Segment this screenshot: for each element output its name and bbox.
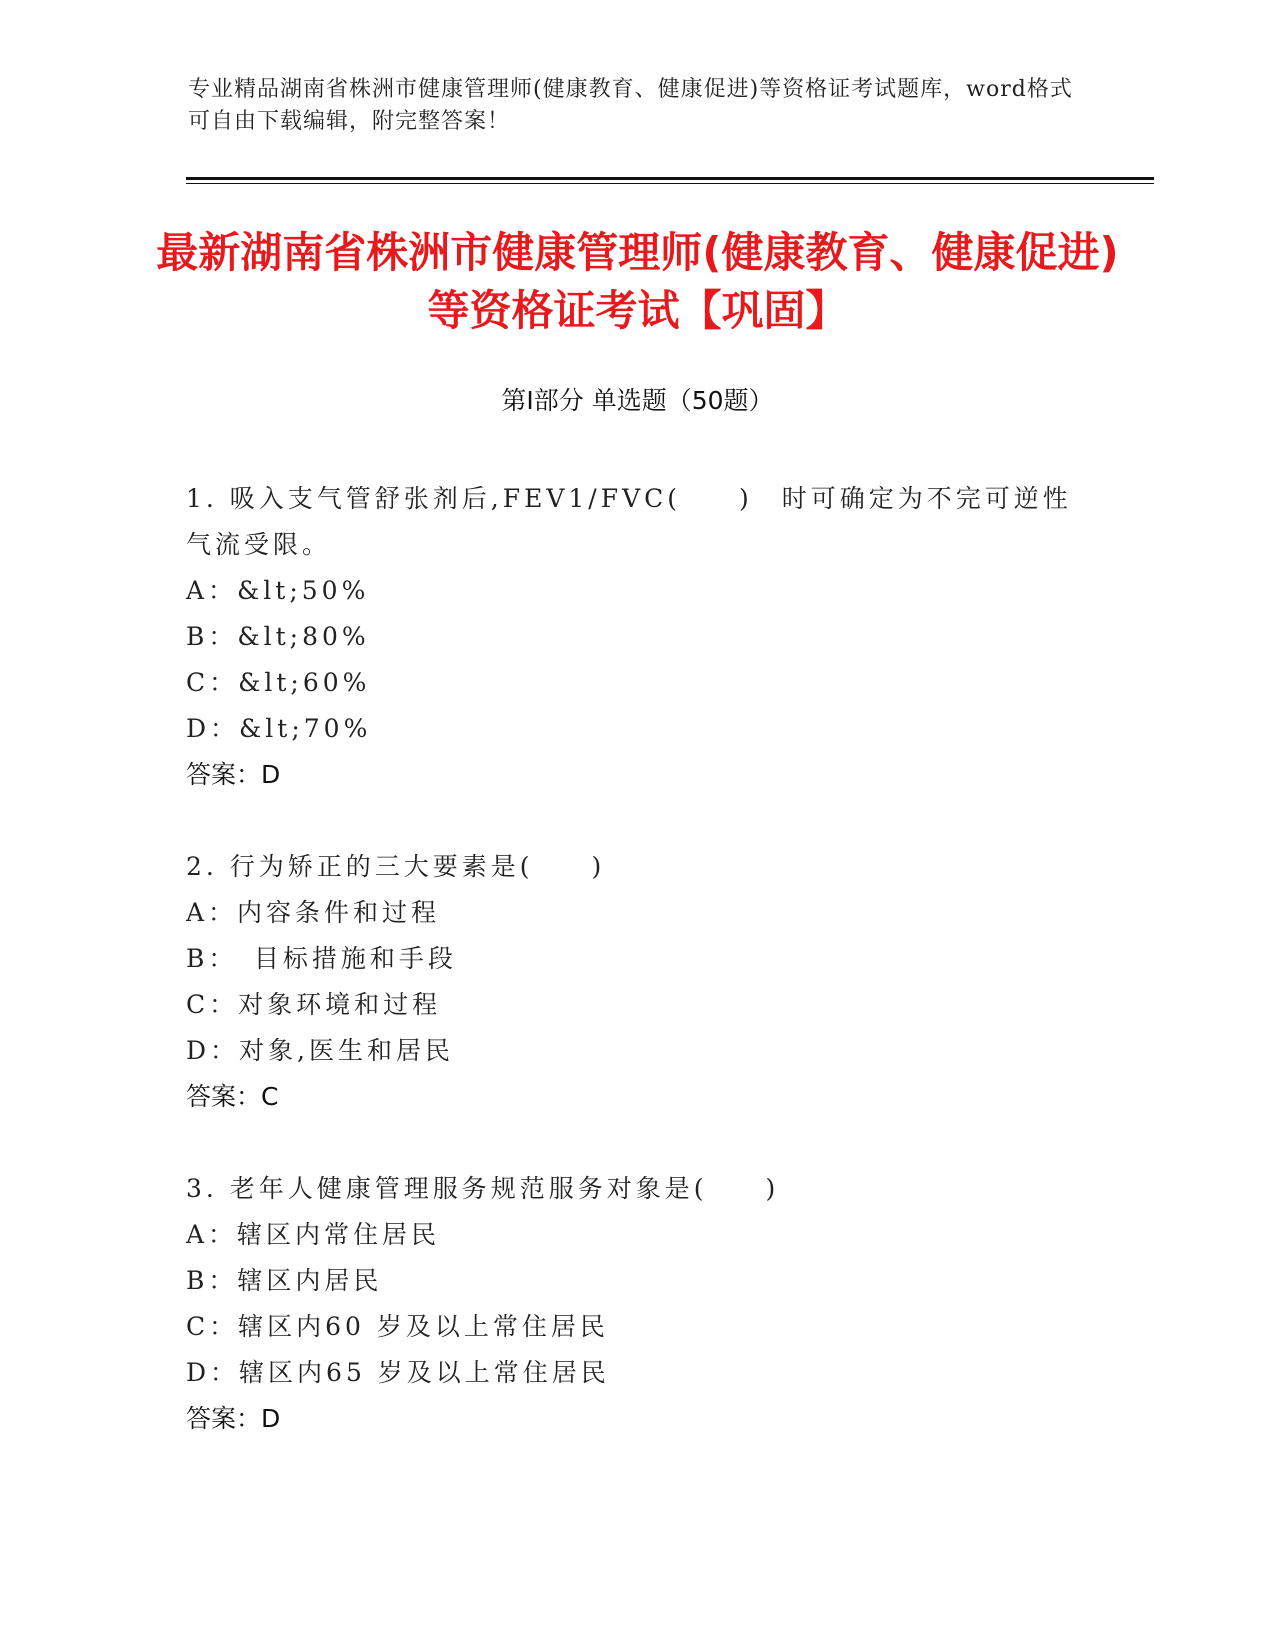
option-a: A：辖区内常住居民 [186, 1220, 441, 1249]
option-d: D：&lt;70% [186, 714, 372, 743]
answer: 答案：D [186, 760, 281, 789]
question-stem: 1. 吸入支气管舒张剂后,FEV1/FVC( ) 时可确定为不完可逆性气流受限。 [186, 484, 1072, 559]
section-title: 第Ⅰ部分 单选题（50题） [501, 386, 774, 415]
option-c: C：&lt;60% [186, 668, 371, 697]
option-a: A：&lt;50% [186, 576, 370, 605]
header-rule-thin [186, 183, 1154, 184]
answer: 答案：D [186, 1404, 281, 1433]
question-3 [186, 1166, 1086, 1442]
option-d: D：辖区内65 岁及以上常住居民 [186, 1358, 610, 1387]
question-list [186, 476, 1086, 1488]
header-rule-thick [186, 177, 1154, 180]
option-a: A：内容条件和过程 [186, 898, 441, 927]
question-1 [186, 476, 1086, 798]
option-c: C：辖区内60 岁及以上常住居民 [186, 1312, 609, 1341]
question-2 [186, 844, 1086, 1120]
option-b: B：&lt;80% [186, 622, 370, 651]
option-d: D：对象,医生和居民 [186, 1036, 454, 1065]
document-title: 最新湖南省株洲市健康管理师(健康教育、健康促进)等资格证考试【巩固】 [156, 228, 1119, 335]
option-b: B： 目标措施和手段 [186, 944, 457, 973]
option-c: C：对象环境和过程 [186, 990, 442, 1019]
header-note: 专业精品湖南省株洲市健康管理师(健康教育、健康促进)等资格证考试题库，word格式可自由下载编辑，附完整答案！ [188, 77, 1073, 134]
question-stem: 2. 行为矫正的三大要素是( ) [186, 852, 606, 881]
option-b: B：辖区内居民 [186, 1266, 383, 1295]
answer: 答案：C [186, 1082, 279, 1111]
question-stem: 3. 老年人健康管理服务规范服务对象是( ) [186, 1174, 780, 1203]
